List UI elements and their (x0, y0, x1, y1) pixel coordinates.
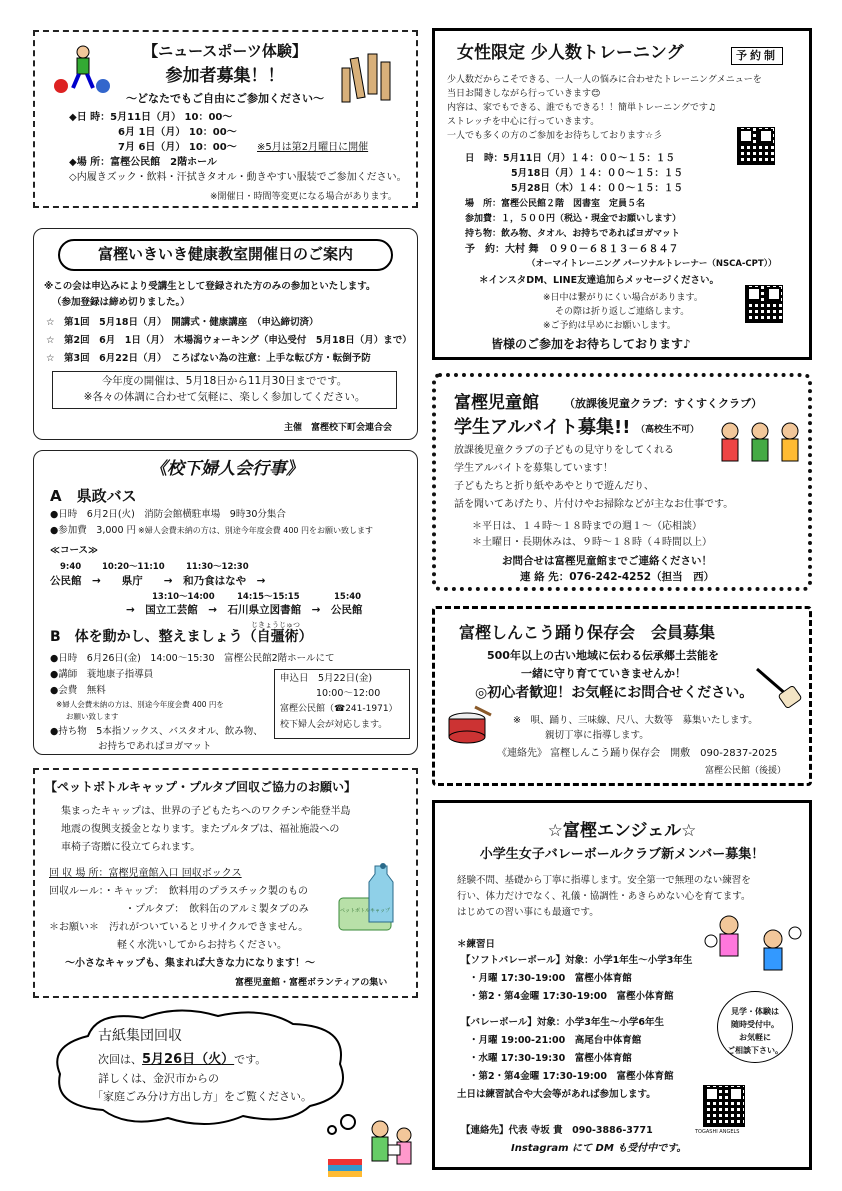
jikyojutsu-ruby: じきょうじゅつ (251, 621, 300, 629)
jidokan-contact: お問合せは富樫児童館までご連絡ください！ (502, 555, 712, 567)
angel-saturday: 土日は練習試合や大会等があれば参加します。 (457, 1089, 656, 1100)
paper-title: 古紙集団回収 (98, 1028, 182, 1044)
training-intro-4: ストレッチを中心に行っていきます。 (447, 117, 600, 127)
exercise-fee: ●会費 無料 (50, 685, 106, 696)
exercise-bring-2: お持ちであればヨガマット (98, 741, 212, 752)
health-notice-1: ※この会は申込みにより受講生として登録された方のみの参加といたします。 (44, 281, 376, 292)
jidokan-club: （放課後児童クラブ：すくすくクラブ） (564, 397, 763, 410)
news-sports-place: ◆場 所：富樫公民館 2階ホール (69, 157, 217, 168)
paper-line-1 (98, 1052, 266, 1068)
course-route-1: 公民館 → 県庁 → 和乃食はなや → (50, 575, 266, 587)
training-note-1: ※日中は繋がりにくい場合があります。 (543, 293, 703, 303)
angel-qr-caption: TOGASHI ANGELS (695, 1129, 740, 1135)
volley-item-3: ・第2・第4金曜 17:30-19:00 富樫小体育館 (469, 1071, 674, 1082)
paper-line-2: 詳しくは、金沢市からの (98, 1072, 219, 1085)
training-bring: 持ち物：飲み物、タオル、お持ちであればヨガマット (465, 229, 680, 239)
jidokan-hours-1: ＊平日は、１４時～１８時までの週１～（応相談） (472, 521, 702, 532)
paper-line-3: 「家庭ごみ分け方出し方」をご覧ください。 (92, 1090, 312, 1103)
soft-volley-title: 【ソフトバレーボール】対象：小学1年生～小学3年生 (461, 955, 693, 966)
training-intro-2: 当日お聞きしながら行っていきます😊 (447, 89, 601, 99)
training-date-3: 5月28日（木）１４：００～１５：１５ (511, 183, 683, 194)
health-period-1: 今年度の開催は、5月18日から11月30日までです。 (101, 375, 348, 387)
apply-phone: 富樫公民館（☎241-1971） (280, 704, 398, 714)
course-time-5: 14:15～15:15 (237, 592, 300, 602)
odori-line-1: 500年以上の古い地域に伝わる伝承郷土芸能を (487, 649, 719, 662)
jidokan-body-2: 学生アルバイトを募集しています！ (454, 463, 613, 474)
soft-volley-item-2: ・第2・第4金曜 17:30-19:00 富樫小体育館 (469, 991, 674, 1002)
jidokan-body-1: 放課後児童クラブの子どもの見守りをしてくれる (454, 445, 674, 456)
shamisen-illustration (753, 665, 803, 709)
odori-title: 富樫しんこう踊り保存会 会員募集 (459, 623, 716, 642)
training-title: 女性限定 少人数トレーニング (457, 43, 684, 63)
volleyball-girls-illustration (703, 913, 803, 981)
angel-title: ☆富樫エンジェル☆ (547, 821, 697, 841)
news-sports-box (33, 30, 418, 208)
training-intro-3: 内容は、家でもできる、誰でもできる！！簡単トレーニングです♫ (447, 103, 716, 113)
exercise-fee-note-1: ※婦人会費未納の方は、別途今年度会費 400 円を (56, 700, 224, 709)
training-note-2: その際は折り返しご連絡します。 (555, 307, 690, 317)
caps-body-2: 地震の復興支援金となります。またプルタブは、福祉施設への (61, 824, 340, 835)
caps-collection-box (33, 768, 418, 998)
caps-host: 富樫児童館・富樫ボランティアの集い (235, 978, 388, 988)
health-session-3: ☆ 第3回 6月22日（月） ころばない為の注意：上手な転び方・転倒予防 (46, 353, 371, 364)
bus-tour-title: A 県政バス (50, 487, 137, 505)
health-class-box (33, 228, 418, 440)
training-closing: 皆様のご参加をお待ちしております♪ (491, 337, 691, 351)
news-sports-change-note: ※開催日・時間等変更になる場合があります。 (210, 192, 397, 202)
angel-visit-4: ご相談下さい。 (727, 1046, 783, 1055)
bus-tour-fee: ●参加費 3,000 円 (50, 525, 137, 536)
health-session-2: ☆ 第2回 6月 1日（月） 木場潟ウォーキング（申込受付 5月18日（月）まで） (46, 335, 412, 346)
angel-visit-3: お気軽に (739, 1033, 771, 1042)
caps-slogan: ～小さなキャップも、集まれば大きな力になります！～ (65, 958, 315, 969)
exercise-bring-1: ●持ち物 5本指ソックス、バスタオル、飲み物、 (50, 726, 263, 737)
bus-course-label: ≪コース≫ (50, 545, 98, 556)
apply-note: 校下婦人会が対応します。 (280, 720, 388, 730)
training-date-1: 日 時：5月11日（月）１４：００～１５：１５ (465, 153, 675, 164)
angel-visit-1: 見学・体験は (731, 1007, 779, 1016)
soft-volley-item-1: ・月曜 17:30-19:00 富樫小体育館 (469, 973, 632, 984)
jidokan-title: 富樫児童館 (454, 393, 539, 413)
paper-collection-cloud (48, 1006, 358, 1136)
womens-association-box (33, 450, 418, 755)
angel-contact: 【連絡先】代表 寺坂 貴 090-3886-3771 (461, 1125, 653, 1136)
course-time-6: 15:40 (334, 592, 362, 602)
caps-rule-2: ・プルタブ： 飲料缶のアルミ製タブのみ (125, 904, 309, 915)
reading-children-illustration (322, 1115, 417, 1185)
recycle-bottle-illustration (333, 862, 405, 934)
news-sports-may-note: ※5月は第2月曜日に開催 (257, 142, 369, 153)
caps-title: 【ペットボトルキャップ・プルタブ回収ご協力のお願い】 (45, 780, 357, 794)
odori-teach: 親切丁寧に指導します。 (545, 730, 649, 741)
course-time-1: 9:40 (60, 562, 82, 572)
exercise-title: B 体を動かし、整えましょう（自彊術） (50, 629, 313, 645)
bus-tour-fee-note: ※婦人会費未納の方は、別途今年度会費 400 円をお願い致します (138, 526, 374, 535)
course-time-2: 10:20～11:10 (102, 562, 165, 572)
training-place: 場 所：富樫公民館２階 図書室 定員５名 (465, 199, 646, 209)
angel-qr-code[interactable] (703, 1085, 745, 1127)
training-reserve: 予 約：大村 舞 ０９０－６８１３－６８４７ (465, 244, 679, 255)
news-sports-title: 【ニュースポーツ体験】 (143, 42, 307, 60)
training-qr-code-1[interactable] (737, 127, 775, 165)
caps-place: 回 収 場 所：富樫児童館入口 回収ボックス (49, 868, 242, 879)
news-sports-subtitle: 参加者募集！！ (165, 66, 285, 86)
health-host: 主催 富樫校下町会連合会 (284, 423, 393, 433)
training-date-2: 5月18日（月）１４：００～１５：１５ (511, 168, 683, 179)
volley-item-2: ・水曜 17:30-19:30 富樫小体育館 (469, 1053, 632, 1064)
odori-line-2: 一緒に守り育てていきませんか！ (521, 667, 686, 680)
angel-practice-label: ＊練習日 (457, 939, 496, 950)
exercise-teacher: ●講師 蓑地康子指導員 (50, 669, 154, 680)
angel-box (432, 800, 812, 1170)
bowling-player-illustration (53, 44, 113, 94)
bus-tour-date: ●日時 6月2日(火) 消防会館横駐車場 9時30分集合 (50, 509, 286, 520)
health-title: 富樫いきいき健康教室開催日のご案内 (97, 245, 353, 263)
angel-instagram: Instagram にて DM も受付中です。 (511, 1143, 687, 1154)
jidokan-box (432, 373, 812, 591)
apply-time: 10:00～12:00 (316, 688, 381, 699)
odori-welcome: ◎初心者歓迎！お気軽にお問合せください。 (475, 685, 754, 701)
jidokan-hours-2: ＊土曜日・長期休みは、９時～１８時（４時間以上） (472, 537, 712, 548)
angel-body-2: 行い、体力だけでなく、礼儀・協調性・あきらめない心を育てます。 (457, 891, 751, 902)
jidokan-phone: 連 絡 先：076-242-4252（担当 西） (520, 571, 715, 583)
angel-body-3: はじめての習い事にも最適です。 (457, 907, 599, 918)
jidokan-body-4: 話を聞いてあげたり、片付けやお掃除などが主なお仕事です。 (454, 499, 734, 510)
training-sns: ＊インスタDM、LINE友達追加らメッセージください。 (479, 275, 720, 286)
angel-visit-2: 随時受付中。 (731, 1020, 779, 1029)
jidokan-body-3: 子どもたちと折り紙やあやとりで遊んだり、 (454, 481, 654, 492)
caps-body-3: 車椅子寄贈に役立てられます。 (61, 842, 201, 853)
news-sports-tagline: ～どなたでもご自由にご参加ください～ (126, 92, 324, 105)
jidokan-recruit: 学生アルバイト募集!! (454, 417, 631, 438)
odori-box (432, 606, 812, 786)
training-fee: 参加費：１，５００円（税込・現金でお願いします） (465, 214, 682, 224)
news-sports-date-3: 7月 6日（月） 10：00～ (118, 142, 237, 153)
paper-date: 5月26日（火） (142, 1052, 235, 1067)
training-intro-1: 少人数だからこそできる、一人一人の悩みに合わせたトレーニングメニューを (447, 75, 762, 85)
course-route-2: → 国立工芸館 → 石川県立図書館 → 公民館 (126, 604, 363, 616)
training-note-3: ※ご予約は早めにお願いします。 (543, 321, 676, 331)
news-sports-date-1: ◆日 時：5月11日（月） 10：00～ (69, 112, 233, 123)
angel-body-1: 経験不問、基礎から丁寧に指導します。安全第一で無理のない練習を (457, 875, 751, 886)
children-illustration (716, 419, 804, 471)
exercise-fee-note-2: お願い致します (66, 712, 119, 721)
training-intro-5: 一人でも多くの方のご参加をお待ちしております☆彡 (447, 131, 663, 141)
caps-rule-1: 回収ルール：・キャップ： 飲料用のプラスチック製のもの (49, 886, 308, 897)
training-reservation-badge: 予約制 (731, 47, 783, 65)
training-qr-code-2[interactable] (745, 285, 783, 323)
health-period-2: ※各々の体調に合わせて気軽に、楽しく参加してください。 (83, 391, 366, 403)
caps-request-2: 軽く水洗いしてからお持ちください。 (117, 940, 287, 951)
womens-title: 《校下婦人会行事》 (150, 459, 303, 479)
training-trainer: （オーマイトレーニング パーソナルトレーナー（NSCA-CPT）） (527, 259, 777, 269)
volley-item-1: ・月曜 19:00-21:00 高尾台中体育館 (469, 1035, 642, 1046)
paper-line-1-post: です。 (234, 1053, 267, 1066)
training-box (432, 28, 812, 360)
caps-body-1: 集まったキャップは、世界の子どもたちへのワクチンや能登半島 (61, 806, 351, 817)
odori-contact: 《連絡先》 富樫しんこう踊り保存会 開敷 090-2837-2025 (497, 748, 778, 759)
health-notice-2: （参加登録は締め切りました。） (52, 297, 190, 308)
odori-roles: ※ 唄、踊り、三味線、尺八、大数等 募集いたします。 (513, 715, 758, 726)
apply-date: 申込日 5月22日(金) (280, 673, 373, 684)
news-sports-date-2: 6月 1日（月） 10：00～ (118, 127, 237, 138)
health-session-1: ☆ 第1回 5月18日（月） 開講式・健康講座 （申込締切済） (46, 317, 319, 328)
drum-illustration (445, 705, 493, 747)
news-sports-bring: ◇内履きズック・飲料・汗拭きタオル・動きやすい服装でご参加ください。 (69, 172, 407, 183)
exercise-date: ●日時 6月26日(金) 14:00～15:30 富樫公民館2階ホールにて (50, 653, 335, 664)
paper-line-1-pre: 次回は、 (98, 1053, 142, 1066)
angel-subtitle: 小学生女子バレーボールクラブ新メンバー募集！ (479, 847, 765, 862)
volley-title: 【バレーボール】対象：小学3年生～小学6年生 (461, 1017, 665, 1028)
course-time-4: 13:10～14:00 (152, 592, 215, 602)
bottle-label: ペットボトルキャップ (339, 908, 390, 914)
course-time-3: 11:30～12:30 (186, 562, 249, 572)
caps-request: ＊お願い＊ 汚れがついているとリサイクルできません。 (49, 922, 309, 933)
jidokan-recruit-note: （高校生不可） (636, 425, 700, 435)
odori-support: 富樫公民館（後援） (705, 766, 787, 776)
